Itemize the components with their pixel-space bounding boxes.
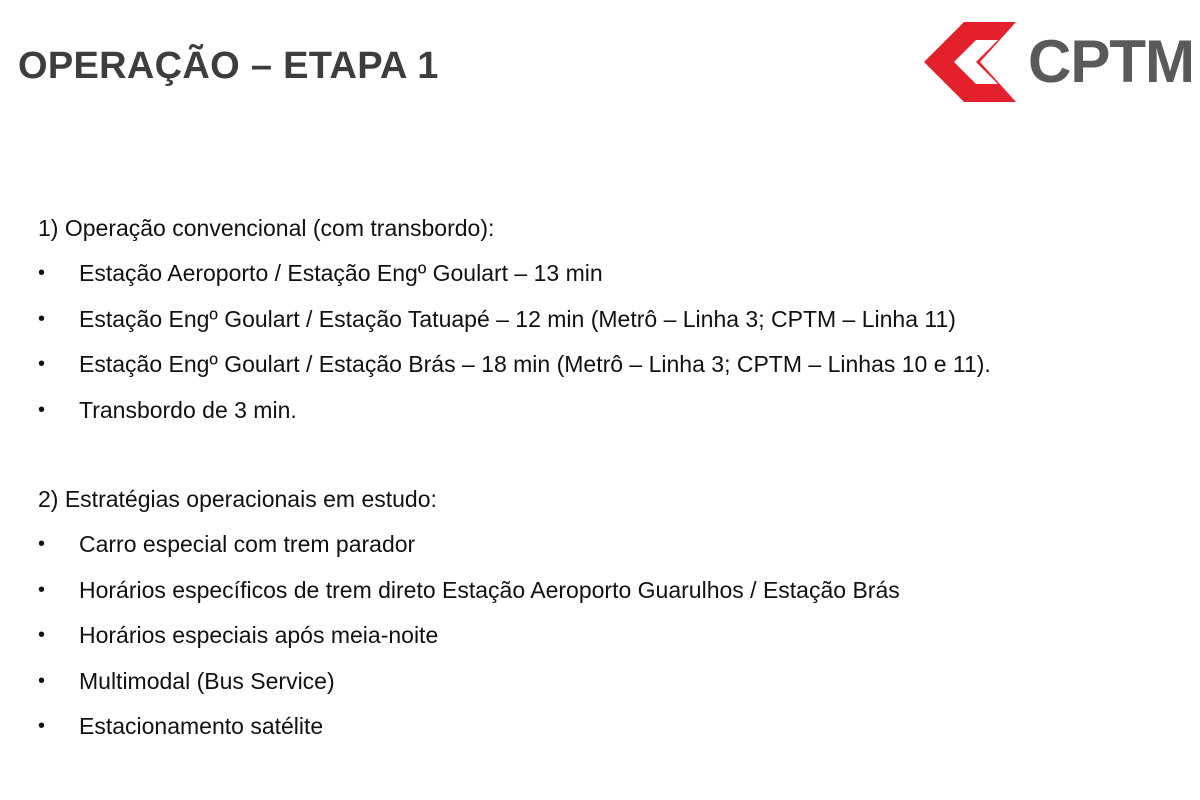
bullet-icon: • xyxy=(38,398,46,421)
list-item-text: Multimodal (Bus Service) xyxy=(79,667,335,694)
list-item-text: Carro especial com trem parador xyxy=(79,531,416,557)
bullet-icon: • xyxy=(38,533,46,555)
list-item-text: Estação Engº Goulart / Estação Tatuapé – 12 min (Metrô – Linha 3; CPTM – Linha 11) xyxy=(79,305,956,332)
list-item-text: Estacionamento satélite xyxy=(79,713,324,739)
bullet-list xyxy=(38,251,1178,433)
list-item-text: Estação Engº Goulart / Estação Brás – 18 min (Metrô – Linha 3; CPTM – Linhas 10 e 11). xyxy=(79,351,991,377)
list-item-text: Estação Aeroporto / Estação Engº Goulart – 13 min xyxy=(79,260,603,286)
bullet-icon: • xyxy=(38,578,46,601)
list-item xyxy=(38,297,1178,343)
cptm-logo-mark-icon xyxy=(924,22,1016,102)
section-heading: 1) Operação convencional (com transbordo): xyxy=(38,215,495,241)
bullet-icon: • xyxy=(38,307,46,330)
list-item-text: Transbordo de 3 min. xyxy=(79,396,297,423)
list-item xyxy=(38,613,1178,659)
list-item xyxy=(38,568,1178,614)
list-item xyxy=(38,704,1178,750)
bullet-icon: • xyxy=(38,715,46,737)
slide-content xyxy=(38,206,1178,750)
list-item xyxy=(38,659,1178,705)
cptm-logo xyxy=(924,22,1194,102)
bullet-icon: • xyxy=(38,353,46,375)
list-item-text: Horários especiais após meia-noite xyxy=(79,622,439,648)
section-heading: 2) Estratégias operacionais em estudo: xyxy=(38,486,437,512)
cptm-logo-text: CPTM xyxy=(1028,28,1194,95)
list-item xyxy=(38,522,1178,568)
bullet-icon: • xyxy=(38,624,46,646)
section-spacer xyxy=(38,433,1178,477)
slide-title: OPERAÇÃO – ETAPA 1 xyxy=(18,45,439,87)
bullet-icon: • xyxy=(38,669,46,692)
list-item xyxy=(38,342,1178,388)
bullet-list xyxy=(38,522,1178,750)
list-item-text: Horários específicos de trem direto Estação Aeroporto Guarulhos / Estação Brás xyxy=(79,576,900,603)
list-item xyxy=(38,251,1178,297)
list-item xyxy=(38,388,1178,434)
section-operational-strategies xyxy=(38,477,1178,750)
section-conventional-operation xyxy=(38,206,1178,433)
bullet-icon: • xyxy=(38,262,46,284)
